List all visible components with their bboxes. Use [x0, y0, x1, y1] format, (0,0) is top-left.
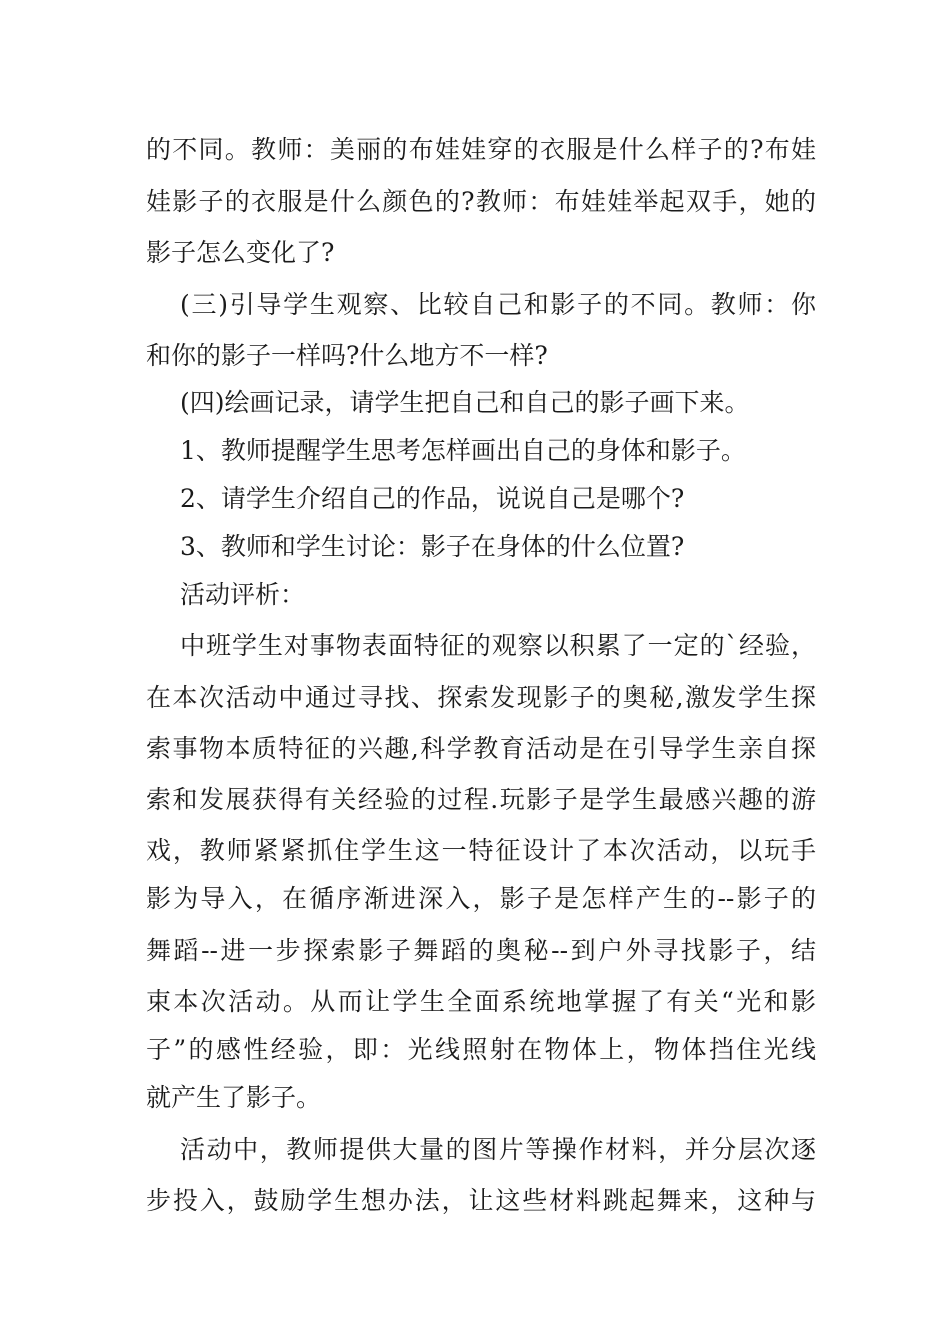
text-line: 戏，教师紧紧抓住学生这一特征设计了本次活动，以玩手 — [146, 836, 816, 865]
text-line: 束本次活动。从而让学生全面系统地掌握了有关“光和影 — [146, 987, 816, 1016]
text-line: 步投入，鼓励学生想办法，让这些材料跳起舞来，这种与 — [146, 1186, 816, 1215]
text-line: 影子怎么变化了? — [146, 238, 335, 267]
text-line: 娃影子的衣服是什么颜色的?教师：布娃娃举起双手，她的 — [146, 187, 816, 216]
text-line: 2、请学生介绍自己的作品，说说自己是哪个? — [180, 484, 685, 513]
text-line: (三)引导学生观察、比较自己和影子的不同。教师：你 — [180, 290, 816, 319]
text-line: 在本次活动中通过寻找、探索发现影子的奥秘,激发学生探 — [146, 683, 816, 712]
text-line: 索事物本质特征的兴趣,科学教育活动是在引导学生亲自探 — [146, 734, 816, 763]
text-line: 的不同。教师：美丽的布娃娃穿的衣服是什么样子的?布娃 — [146, 135, 816, 164]
text-line: 索和发展获得有关经验的过程.玩影子是学生最感兴趣的游 — [146, 785, 816, 814]
text-line: 和你的影子一样吗?什么地方不一样? — [146, 341, 548, 370]
text-line: 3、教师和学生讨论：影子在身体的什么位置? — [180, 532, 685, 561]
text-line: 影为导入，在循序渐进深入，影子是怎样产生的--影子的 — [146, 884, 816, 913]
section-heading: 活动评析： — [180, 580, 306, 609]
text-line: 舞蹈--进一步探索影子舞蹈的奥秘--到户外寻找影子，结 — [146, 936, 816, 965]
text-line: 子”的感性经验，即：光线照射在物体上，物体挡住光线 — [146, 1035, 816, 1064]
text-line: 1、教师提醒学生思考怎样画出自己的身体和影子。 — [180, 436, 746, 465]
text-line: 中班学生对事物表面特征的观察以积累了一定的`经验， — [180, 631, 816, 660]
text-line: 就产生了影子。 — [146, 1083, 322, 1112]
text-line: 活动中，教师提供大量的图片等操作材料，并分层次逐 — [180, 1135, 816, 1164]
text-line: (四)绘画记录，请学生把自己和自己的影子画下来。 — [180, 388, 750, 417]
